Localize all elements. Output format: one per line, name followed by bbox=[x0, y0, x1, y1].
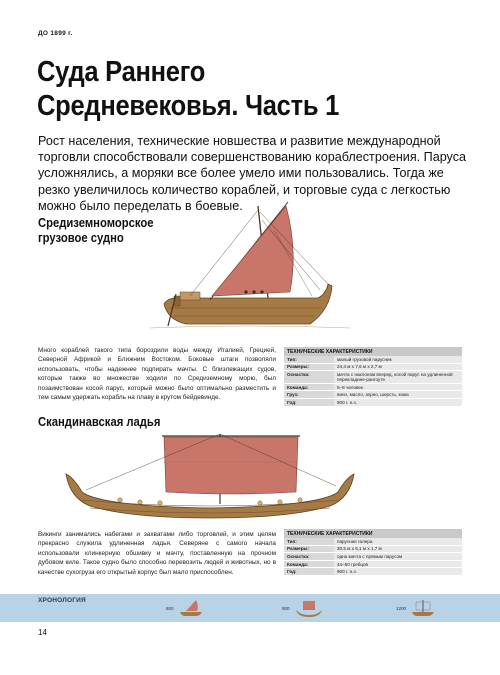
specs-key: Год: bbox=[284, 568, 334, 576]
section-heading-line: Скандинавская ладья bbox=[38, 415, 161, 429]
specs-value: малый грузовой парусник bbox=[334, 356, 462, 363]
title-line-1: Суда Раннего bbox=[37, 56, 206, 88]
specs-value: 30,5 м х 6,1 м х 1,7 м bbox=[334, 545, 462, 553]
specs-key: Оснастка: bbox=[284, 371, 334, 384]
longship-illustration bbox=[60, 420, 360, 520]
timeline-year: 1200 bbox=[396, 606, 407, 611]
specs-title: ТЕХНИЧЕСКИЕ ХАРАКТЕРИСТИКИ bbox=[284, 347, 462, 356]
timeline-ship-longship-icon bbox=[294, 598, 324, 618]
timeline-ship-mediterranean-icon bbox=[176, 598, 206, 618]
specs-value: 800 г. н.э. bbox=[334, 398, 462, 406]
specs-row bbox=[284, 560, 462, 568]
specs-row bbox=[284, 398, 462, 406]
specs-key: Тип: bbox=[284, 538, 334, 545]
specs-key: Тип: bbox=[284, 356, 334, 363]
specs-row bbox=[284, 391, 462, 399]
specs-key: Размеры: bbox=[284, 363, 334, 371]
specs-key: Оснастка: bbox=[284, 553, 334, 561]
specs-key: Груз: bbox=[284, 391, 334, 399]
specs-table-scandinavian bbox=[284, 529, 462, 576]
specs-value: вино, масло, зерно, шерсть, кожа bbox=[334, 391, 462, 399]
specs-key: Год: bbox=[284, 398, 334, 406]
timeline-ship-later-icon bbox=[408, 598, 438, 618]
specs-row bbox=[284, 553, 462, 561]
specs-value: 900 г. н.э. bbox=[334, 568, 462, 576]
section-heading-line: грузовое судно bbox=[38, 231, 124, 245]
specs-key: Команда: bbox=[284, 560, 334, 568]
specs-value: мачта с наклоном вперед, косой парус на удлиненной перекладине-рангоуте bbox=[334, 371, 462, 384]
title-line-2: Средневековья. Часть 1 bbox=[37, 90, 340, 122]
specs-table-mediterranean bbox=[284, 347, 462, 407]
page-number: 14 bbox=[38, 628, 47, 637]
timeline-year: 800 bbox=[166, 606, 174, 611]
specs-row bbox=[284, 383, 462, 391]
specs-value: 24,4 м х 7,6 м х 2,7 м bbox=[334, 363, 462, 371]
timeline-label: ХРОНОЛОГИЯ bbox=[38, 597, 86, 604]
specs-row bbox=[284, 356, 462, 363]
specs-row bbox=[284, 568, 462, 576]
specs-title: ТЕХНИЧЕСКИЕ ХАРАКТЕРИСТИКИ bbox=[284, 529, 462, 538]
specs-value: одна мачта с прямым парусом bbox=[334, 553, 462, 561]
specs-row bbox=[284, 371, 462, 384]
section-heading-mediterranean bbox=[38, 216, 153, 246]
specs-row bbox=[284, 538, 462, 545]
section-body-scandinavian: Викинги занимались набегами и захватами либо торговлей, и этим целям прекрасно служила удлиненная ладья. Северяне с самого начала использовали клинкерную обшивку и мачту, поставленную на прочном дубовом киле. Такое судно было способно перевозить людей и животных, но в качестве сухогруза его открытый корпус был мало приспособлен. bbox=[38, 531, 276, 576]
timeline-year: 900 bbox=[282, 606, 290, 611]
specs-row bbox=[284, 363, 462, 371]
specs-value: 5–8 человек bbox=[334, 383, 462, 391]
period-label: ДО 1899 г. bbox=[38, 30, 73, 37]
specs-key: Размеры: bbox=[284, 545, 334, 553]
section-body-mediterranean: Много кораблей такого типа бороздили воды между Италией, Грецией, Северной Африкой и Ближним Востоком. Боковые штаги позволяли использовать, чтобы надежнее подпирать мачты. С близлежащих судов, которые также во множестве ходили по Средиземному морю, был позаимствован косой парус, который можно было оптимально разместить и тем самым удержать корабль на плаву в крутом бейдевинде. bbox=[38, 347, 276, 402]
specs-key: Команда: bbox=[284, 383, 334, 391]
specs-value: парусная галера bbox=[334, 538, 462, 545]
specs-value: 44–50 гребцов bbox=[334, 560, 462, 568]
mediterranean-ship-illustration bbox=[150, 200, 350, 340]
page-title bbox=[37, 55, 424, 123]
intro-paragraph: Рост населения, технические новшества и развитие международной торговли способствовали совершенствованию кораблестроения. Паруса усложнялись, а моряки все более умело ими пользовались. Тогда же резко увеличилось количество кораблей, и торговые суда с легкостью можно было переделать в боевые. bbox=[38, 134, 467, 213]
specs-row bbox=[284, 545, 462, 553]
section-heading-line: Средиземноморское bbox=[38, 216, 154, 230]
